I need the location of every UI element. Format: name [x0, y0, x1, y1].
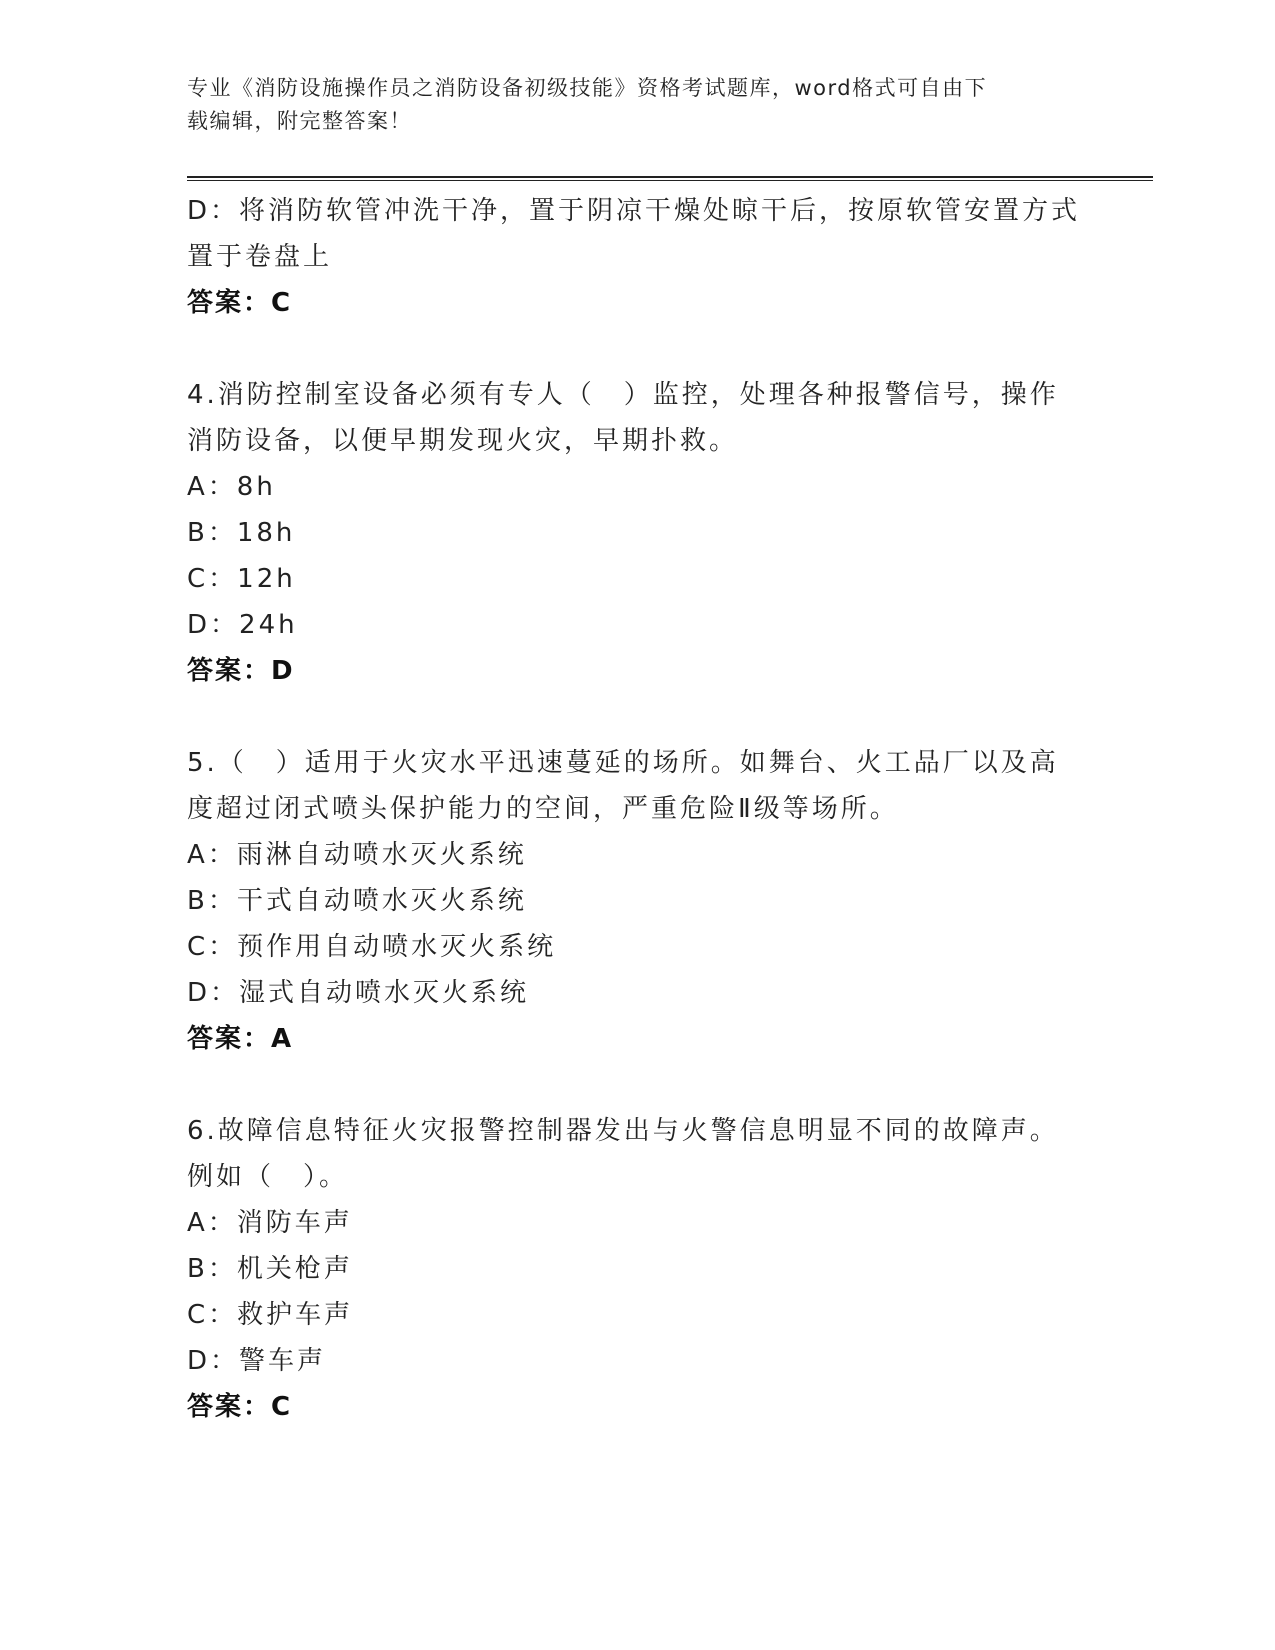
question-stem-line-2: 例如（ ）。	[187, 1162, 349, 1192]
header-divider	[187, 176, 1153, 181]
spacer	[187, 694, 1087, 740]
option-d-line-1: D：将消防软管冲洗干净，置于阴凉干燥处晾干后，按原软管安置方式	[187, 196, 1081, 226]
option-d-line-2: 置于卷盘上	[187, 242, 333, 272]
option-d: D：警车声	[187, 1346, 327, 1376]
question-5	[187, 740, 1087, 1062]
answer-label: 答案：C	[187, 1392, 293, 1422]
option-b: B：干式自动喷水灭火系统	[187, 886, 527, 916]
option-c: C：12h	[187, 564, 296, 594]
answer-label: 答案：A	[187, 1024, 294, 1054]
answer-label: 答案：D	[187, 656, 295, 686]
option-d: D：湿式自动喷水灭火系统	[187, 978, 530, 1008]
spacer	[187, 1062, 1087, 1108]
option-c: C：救护车声	[187, 1300, 354, 1330]
option-a: A：雨淋自动喷水灭火系统	[187, 840, 527, 870]
option-b: B：18h	[187, 518, 296, 548]
option-a: A：8h	[187, 472, 276, 502]
option-b: B：机关枪声	[187, 1254, 353, 1284]
question-stem-line-2: 消防设备，以便早期发现火灾，早期扑救。	[187, 426, 739, 456]
option-c: C：预作用自动喷水灭火系统	[187, 932, 557, 962]
question-3-continuation	[187, 188, 1087, 326]
header-line-1: 专业《消防设施操作员之消防设备初级技能》资格考试题库，word格式可自由下	[187, 76, 988, 100]
question-4	[187, 372, 1087, 694]
option-a: A：消防车声	[187, 1208, 353, 1238]
header-line-2: 载编辑，附完整答案！	[187, 109, 412, 133]
question-stem-line-1: 5.（ ）适用于火灾水平迅速蔓延的场所。如舞台、火工品厂以及高	[187, 748, 1059, 778]
question-6	[187, 1108, 1087, 1430]
question-stem-line-2: 度超过闭式喷头保护能力的空间，严重危险Ⅱ级等场所。	[187, 794, 899, 824]
answer-label: 答案：C	[187, 288, 293, 318]
question-stem-line-1: 6.故障信息特征火灾报警控制器发出与火警信息明显不同的故障声。	[187, 1116, 1059, 1146]
question-stem-line-1: 4.消防控制室设备必须有专人（ ）监控，处理各种报警信号，操作	[187, 380, 1059, 410]
document-body	[187, 188, 1087, 1430]
page-header	[187, 72, 1087, 138]
spacer	[187, 326, 1087, 372]
option-d: D：24h	[187, 610, 298, 640]
